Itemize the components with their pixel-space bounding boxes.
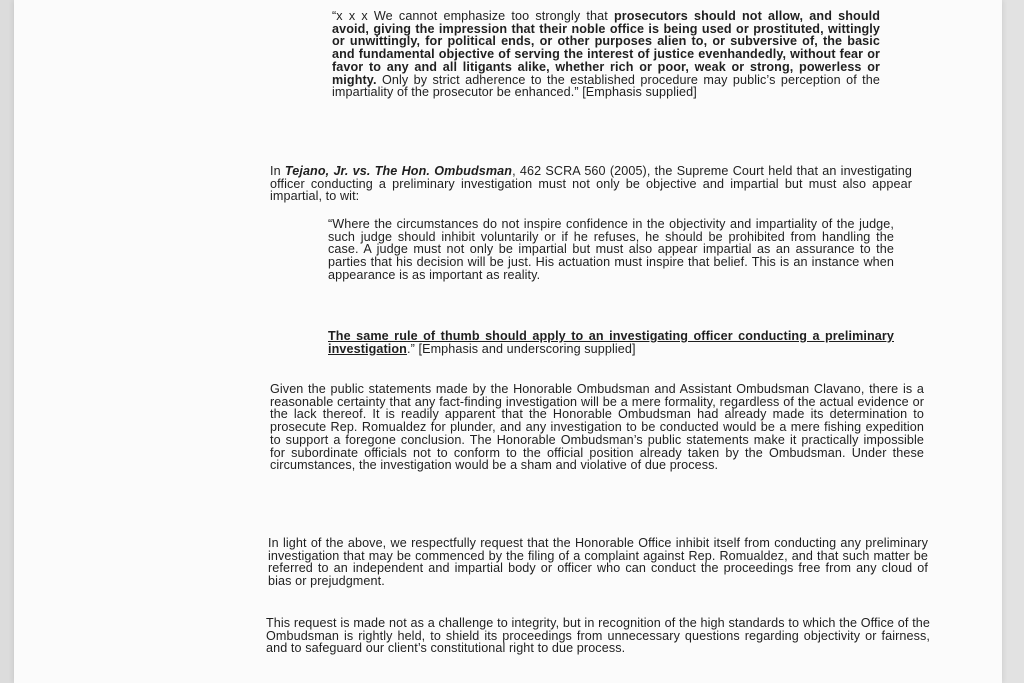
quote1-bold-emphasis: prosecutors should not allow, and should avoid, giving the impression that their noble office is being used or prostituted, wittingly or unwittingly, for political ends, or other purposes alien to, or subversive of, the basic and fundamental objective of serving the interest of justice evenhandedly, without fear or favor to any and all litigants alike, whether rich or poor, weak or strong, powerless or mighty. (332, 9, 881, 87)
paragraph-request-rationale (266, 617, 930, 655)
block-quote-judge-impartiality (328, 218, 894, 282)
paragraph-public-statements (270, 383, 924, 472)
para1-lead: In (270, 164, 285, 178)
para4-text: This request is made not as a challenge to integrity, but in recognition of the high standards to which the Office of the Ombudsman is rightly held, to shield its proceedings from unnecessary questions regarding objectivity or fairness, and to safeguard our client’s constitutional right to due process. (266, 616, 930, 656)
paragraph-request-inhibit (268, 537, 928, 588)
quote3-bold-underlined: The same rule of thumb should apply to an investigating officer conducting a preliminary investigation (328, 329, 894, 356)
left-margin-strip (0, 0, 14, 683)
right-margin-strip (1002, 0, 1024, 683)
quote1-lead: “x x x We cannot emphasize too strongly that (332, 9, 614, 23)
case-name: Tejano, Jr. vs. The Hon. Ombudsman (284, 164, 513, 178)
para1-tail: , 462 SCRA 560 (2005), the Supreme Court held that an investigating officer conducting a preliminary investigation must not only be objective and impartial but must also appear impartial, to wit: (270, 164, 912, 204)
paragraph-tejano-citation (270, 165, 912, 203)
block-quote-rule-of-thumb (328, 330, 894, 355)
block-quote-prosecutors (332, 10, 880, 99)
para2-text: Given the public statements made by the Honorable Ombudsman and Assistant Ombudsman Clavano, there is a reasonable certainty that any fact-finding investigation will be a mere formality, regardless of the actual evidence or the lack thereof. It is readily apparent that the Honorable Ombudsman had already made its determination to prosecute Rep. Romualdez for plunder, and any investigation to be conducted would be a mere fishing expedition to support a foregone conclusion. The Honorable Ombudsman’s public statements make it practically impossible for subordinate officials not to conform to the official position already taken by the Ombudsman. Under these circumstances, the investigation would be a sham and violative of due process. (270, 382, 924, 473)
quote3-tail: .” [Emphasis and underscoring supplied] (406, 341, 636, 356)
para3-text: In light of the above, we respectfully request that the Honorable Office inhibit itself from conducting any preliminary investigation that may be commenced by the filing of a complaint against Rep. Romualdez, and that such matter be referred to an independent and impartial body or officer who can conduct the proceedings free from any cloud of bias or prejudgment. (268, 536, 928, 589)
document-page (14, 0, 1002, 683)
document-body (14, 0, 1002, 683)
quote1-tail: Only by strict adherence to the established procedure may public’s perception of the impartiality of the prosecutor be enhanced.” [Emphasis supplied] (332, 72, 880, 100)
quote2-text: “Where the circumstances do not inspire confidence in the objectivity and impartiality of the judge, such judge should inhibit voluntarily or if he refuses, he should be prohibited from handling the case. A judge must not only be impartial but must also appear impartial as an assurance to the parties that his decision will be just. His actuation must inspire that belief. This is an instance when appearance is as important as reality. (328, 217, 894, 282)
